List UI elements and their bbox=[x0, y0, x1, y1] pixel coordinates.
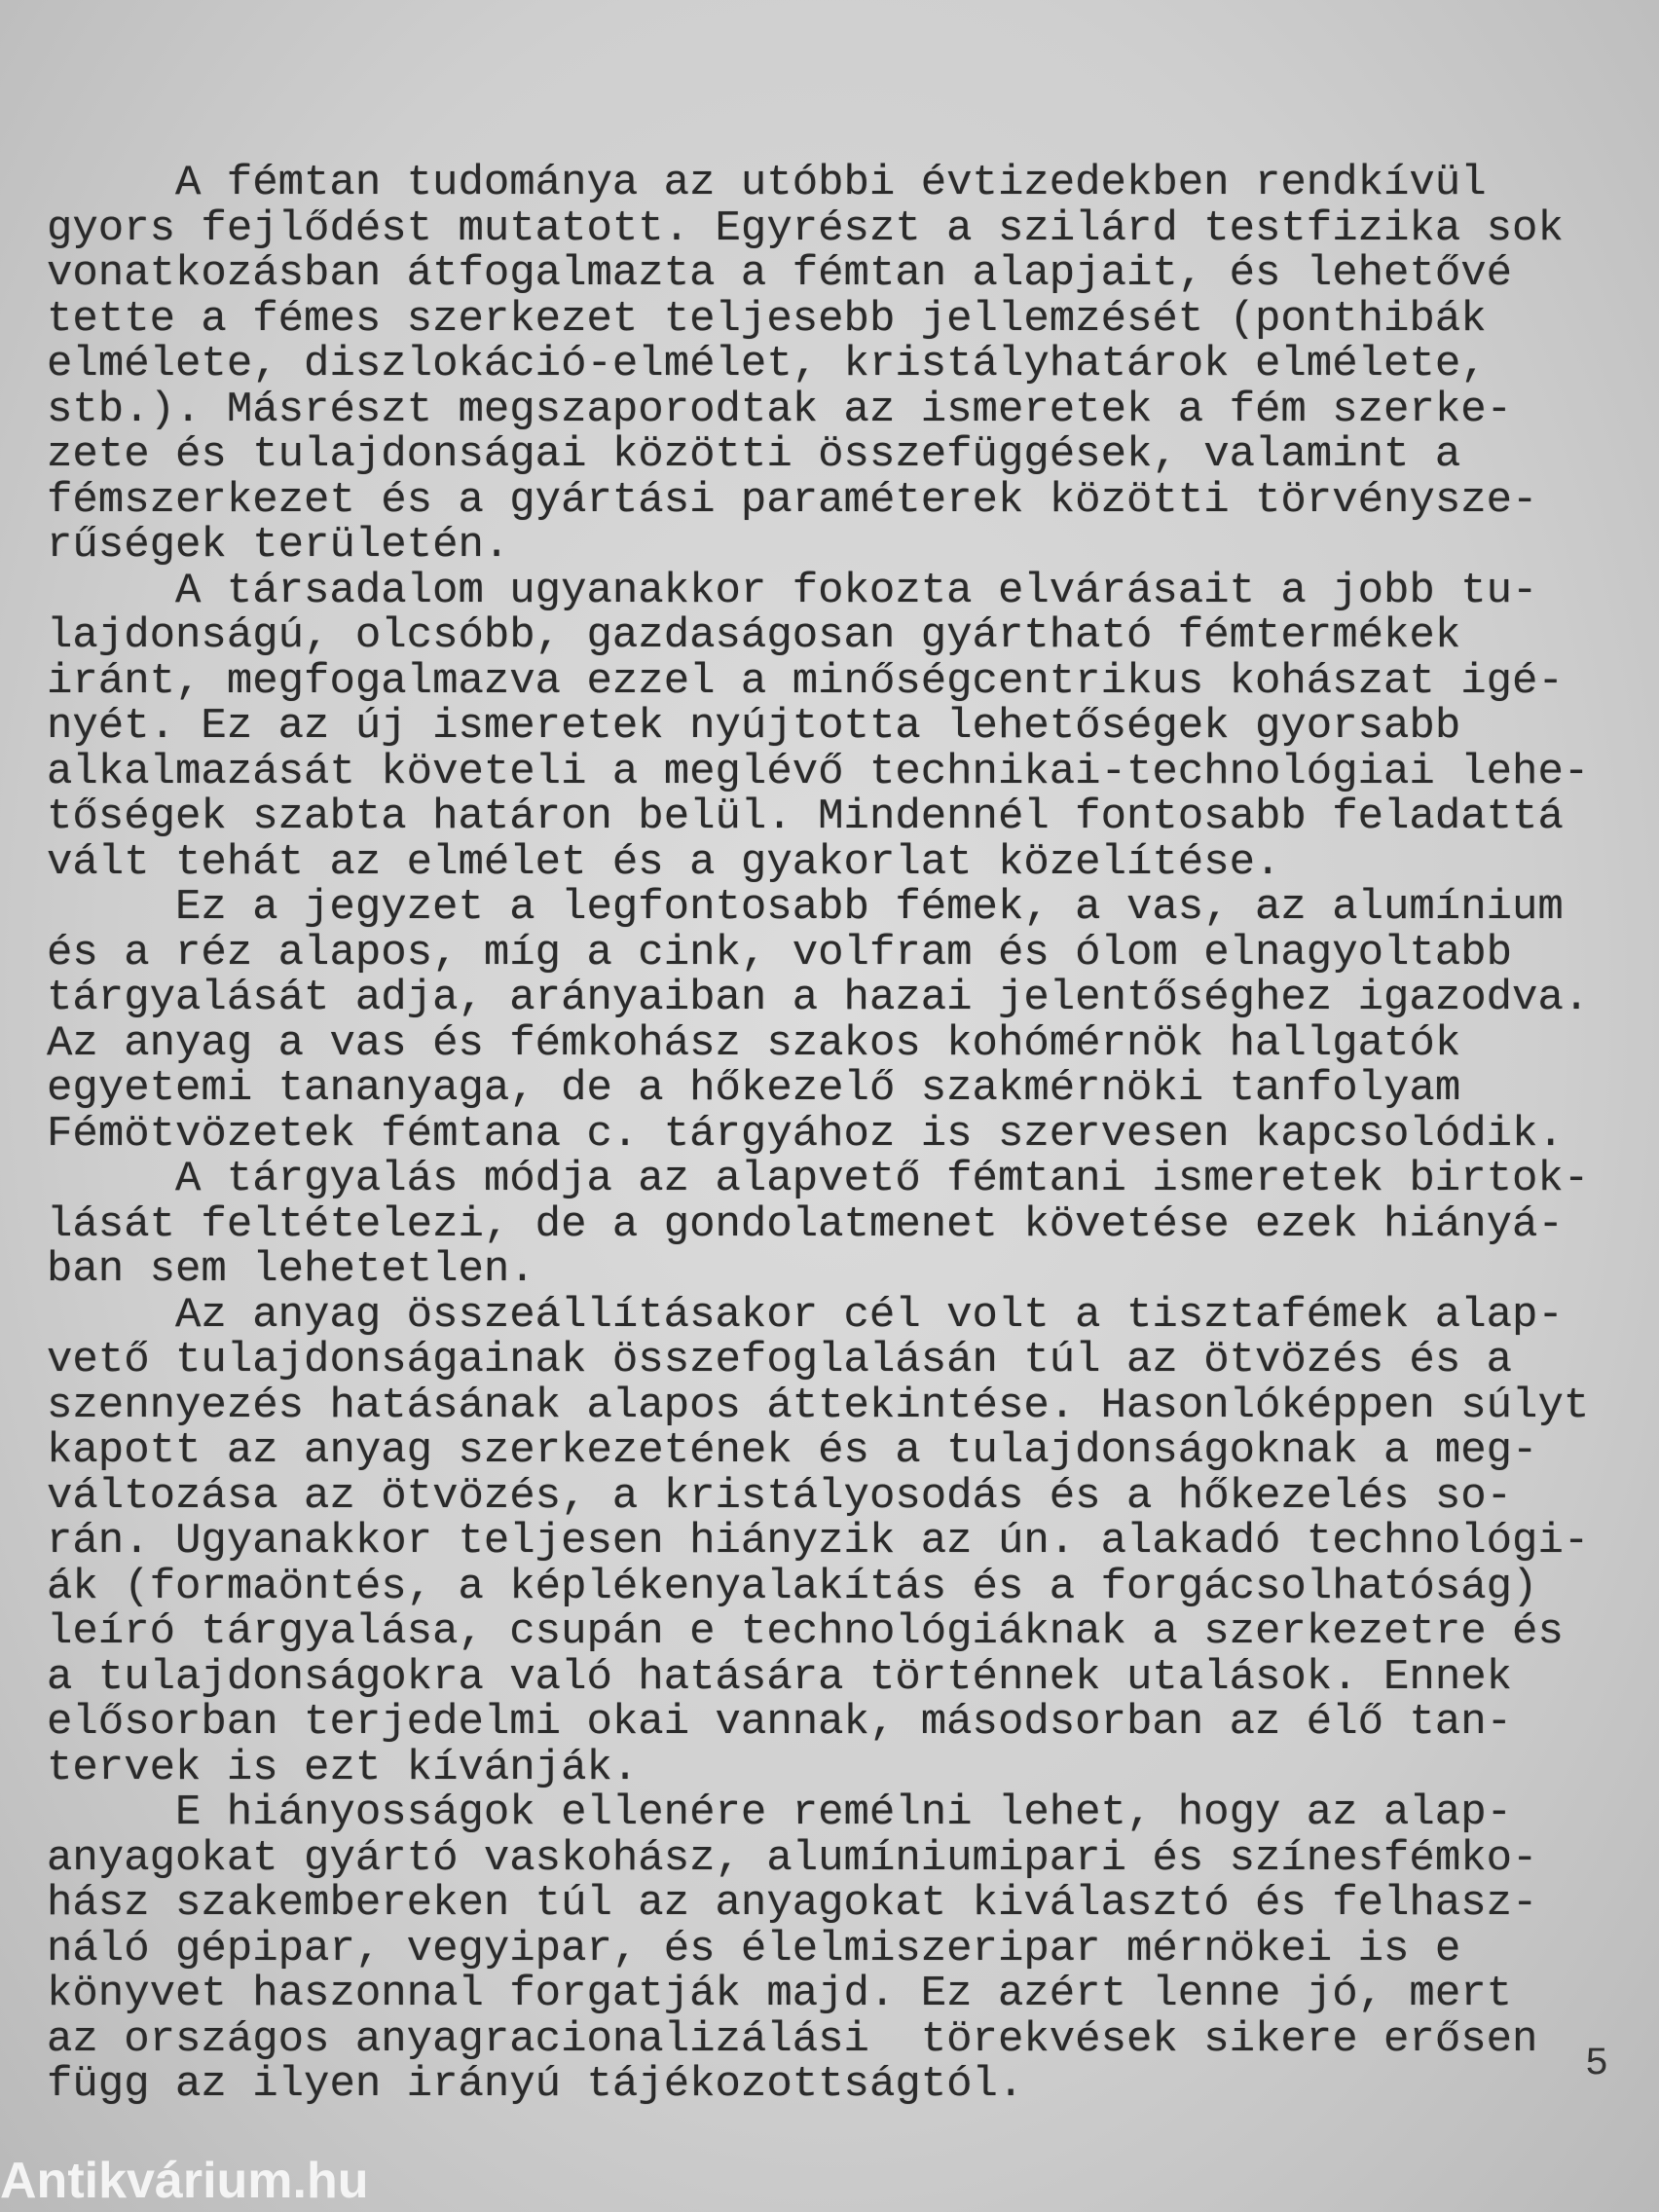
text-line: vonatkozásban átfogalmazta a fémtan alapjait, és lehetővé bbox=[47, 249, 1513, 298]
text-line: és a réz alapos, míg a cink, volfram és ólom elnagyoltabb bbox=[47, 928, 1513, 977]
text-line: leíró tárgyalása, csupán e technológiáknak a szerkezetre és bbox=[47, 1607, 1564, 1656]
text-line: A társadalom ugyanakkor fokozta elvárásait a jobb tu- bbox=[175, 566, 1538, 615]
text-line: Az anyag a vas és fémkohász szakos kohómérnök hallgatók bbox=[47, 1018, 1461, 1068]
text-line: nyét. Ez az új ismeretek nyújtotta lehetőségek gyorsabb bbox=[47, 702, 1461, 751]
text-line: ban sem lehetetlen. bbox=[47, 1245, 535, 1294]
text-line: változása az ötvözés, a kristályosodás és a hőkezelés so- bbox=[47, 1471, 1513, 1521]
text-line: zete és tulajdonságai közötti összefüggések, valamint a bbox=[47, 430, 1461, 479]
text-line: lajdonságú, olcsóbb, gazdaságosan gyártható fémtermékek bbox=[47, 611, 1461, 660]
text-line: tervek is ezt kívánják. bbox=[47, 1743, 639, 1792]
text-line: az országos anyagracionalizálási törekvések sikere erősen bbox=[47, 2014, 1538, 2064]
text-line: tárgyalását adja, arányaiban a hazai jelentőséghez igazodva. bbox=[47, 974, 1590, 1022]
text-line: tőségek szabta határon belül. Mindennél fontosabb feladattá bbox=[47, 793, 1564, 841]
text-line: anyagokat gyártó vaskohász, alumíniumipari és színesfémko- bbox=[47, 1833, 1538, 1883]
text-line: lását feltételezi, de a gondolatmenet követése ezek hiányá- bbox=[47, 1199, 1564, 1249]
text-line: kapott az anyag szerkezetének és a tulajdonságoknak a meg- bbox=[47, 1426, 1538, 1475]
text-line: elősorban terjedelmi okai vannak, másodsorban az élő tan- bbox=[47, 1698, 1513, 1747]
text-line: A tárgyalás módja az alapvető fémtani ismeretek birtok- bbox=[175, 1155, 1590, 1203]
text-line: egyetemi tananyaga, de a hőkezelő szakmérnöki tanfolyam bbox=[47, 1064, 1461, 1113]
text-line: elmélete, diszlokáció-elmélet, kristályhatárok elmélete, bbox=[47, 340, 1487, 388]
watermark: Antikvárium.hu bbox=[0, 2153, 369, 2209]
body-text bbox=[47, 161, 1643, 2108]
text-line: a tulajdonságokra való hatására történnek utalások. Ennek bbox=[47, 1652, 1513, 1702]
text-line: Fémötvözetek fémtana c. tárgyához is szervesen kapcsolódik. bbox=[47, 1109, 1564, 1159]
text-line: A fémtan tudománya az utóbbi évtizedekben rendkívül bbox=[175, 159, 1487, 207]
page-number: 5 bbox=[1585, 2043, 1609, 2086]
text-line: vált tehát az elmélet és a gyakorlat közelítése. bbox=[47, 837, 1281, 887]
text-line: fémszerkezet és a gyártási paraméterek közötti törvénysze- bbox=[47, 475, 1538, 525]
text-line: vető tulajdonságainak összefoglalásán túl az ötvözés és a bbox=[47, 1336, 1513, 1384]
text-line: Ez a jegyzet a legfontosabb fémek, a vas, az alumínium bbox=[175, 883, 1564, 932]
text-line: gyors fejlődést mutatott. Egyrészt a szilárd testfizika sok bbox=[47, 203, 1564, 253]
text-line: tette a fémes szerkezet teljesebb jellemzését (ponthibák bbox=[47, 294, 1487, 344]
text-line: alkalmazását követeli a meglévő technikai-technológiai lehe- bbox=[47, 747, 1590, 796]
text-line: E hiányosságok ellenére remélni lehet, hogy az alap- bbox=[175, 1788, 1513, 1837]
text-line: stb.). Másrészt megszaporodtak az ismeretek a fém szerke- bbox=[47, 385, 1513, 434]
text-line: hász szakembereken túl az anyagokat kiválasztó és felhasz- bbox=[47, 1879, 1538, 1928]
text-line: könyvet haszonnal forgatják majd. Ez azért lenne jó, mert bbox=[47, 1970, 1513, 2018]
text-line: rűségek területén. bbox=[47, 521, 510, 570]
text-line: rán. Ugyanakkor teljesen hiányzik az ún. alakadó technológi- bbox=[47, 1517, 1590, 1566]
text-line: náló gépipar, vegyipar, és élelmiszeripar mérnökei is e bbox=[47, 1924, 1461, 1973]
text-line: Az anyag összeállításakor cél volt a tisztafémek alap- bbox=[175, 1290, 1564, 1340]
text-line: iránt, megfogalmazva ezzel a minőségcentrikus kohászat igé- bbox=[47, 656, 1564, 706]
text-line: ák (formaöntés, a képlékenyalakítás és a forgácsolhatóság) bbox=[47, 1562, 1538, 1611]
text-line: függ az ilyen irányú tájékozottságtól. bbox=[47, 2060, 1024, 2109]
text-line: szennyezés hatásának alapos áttekintése. Hasonlóképpen súlyt bbox=[47, 1381, 1590, 1430]
